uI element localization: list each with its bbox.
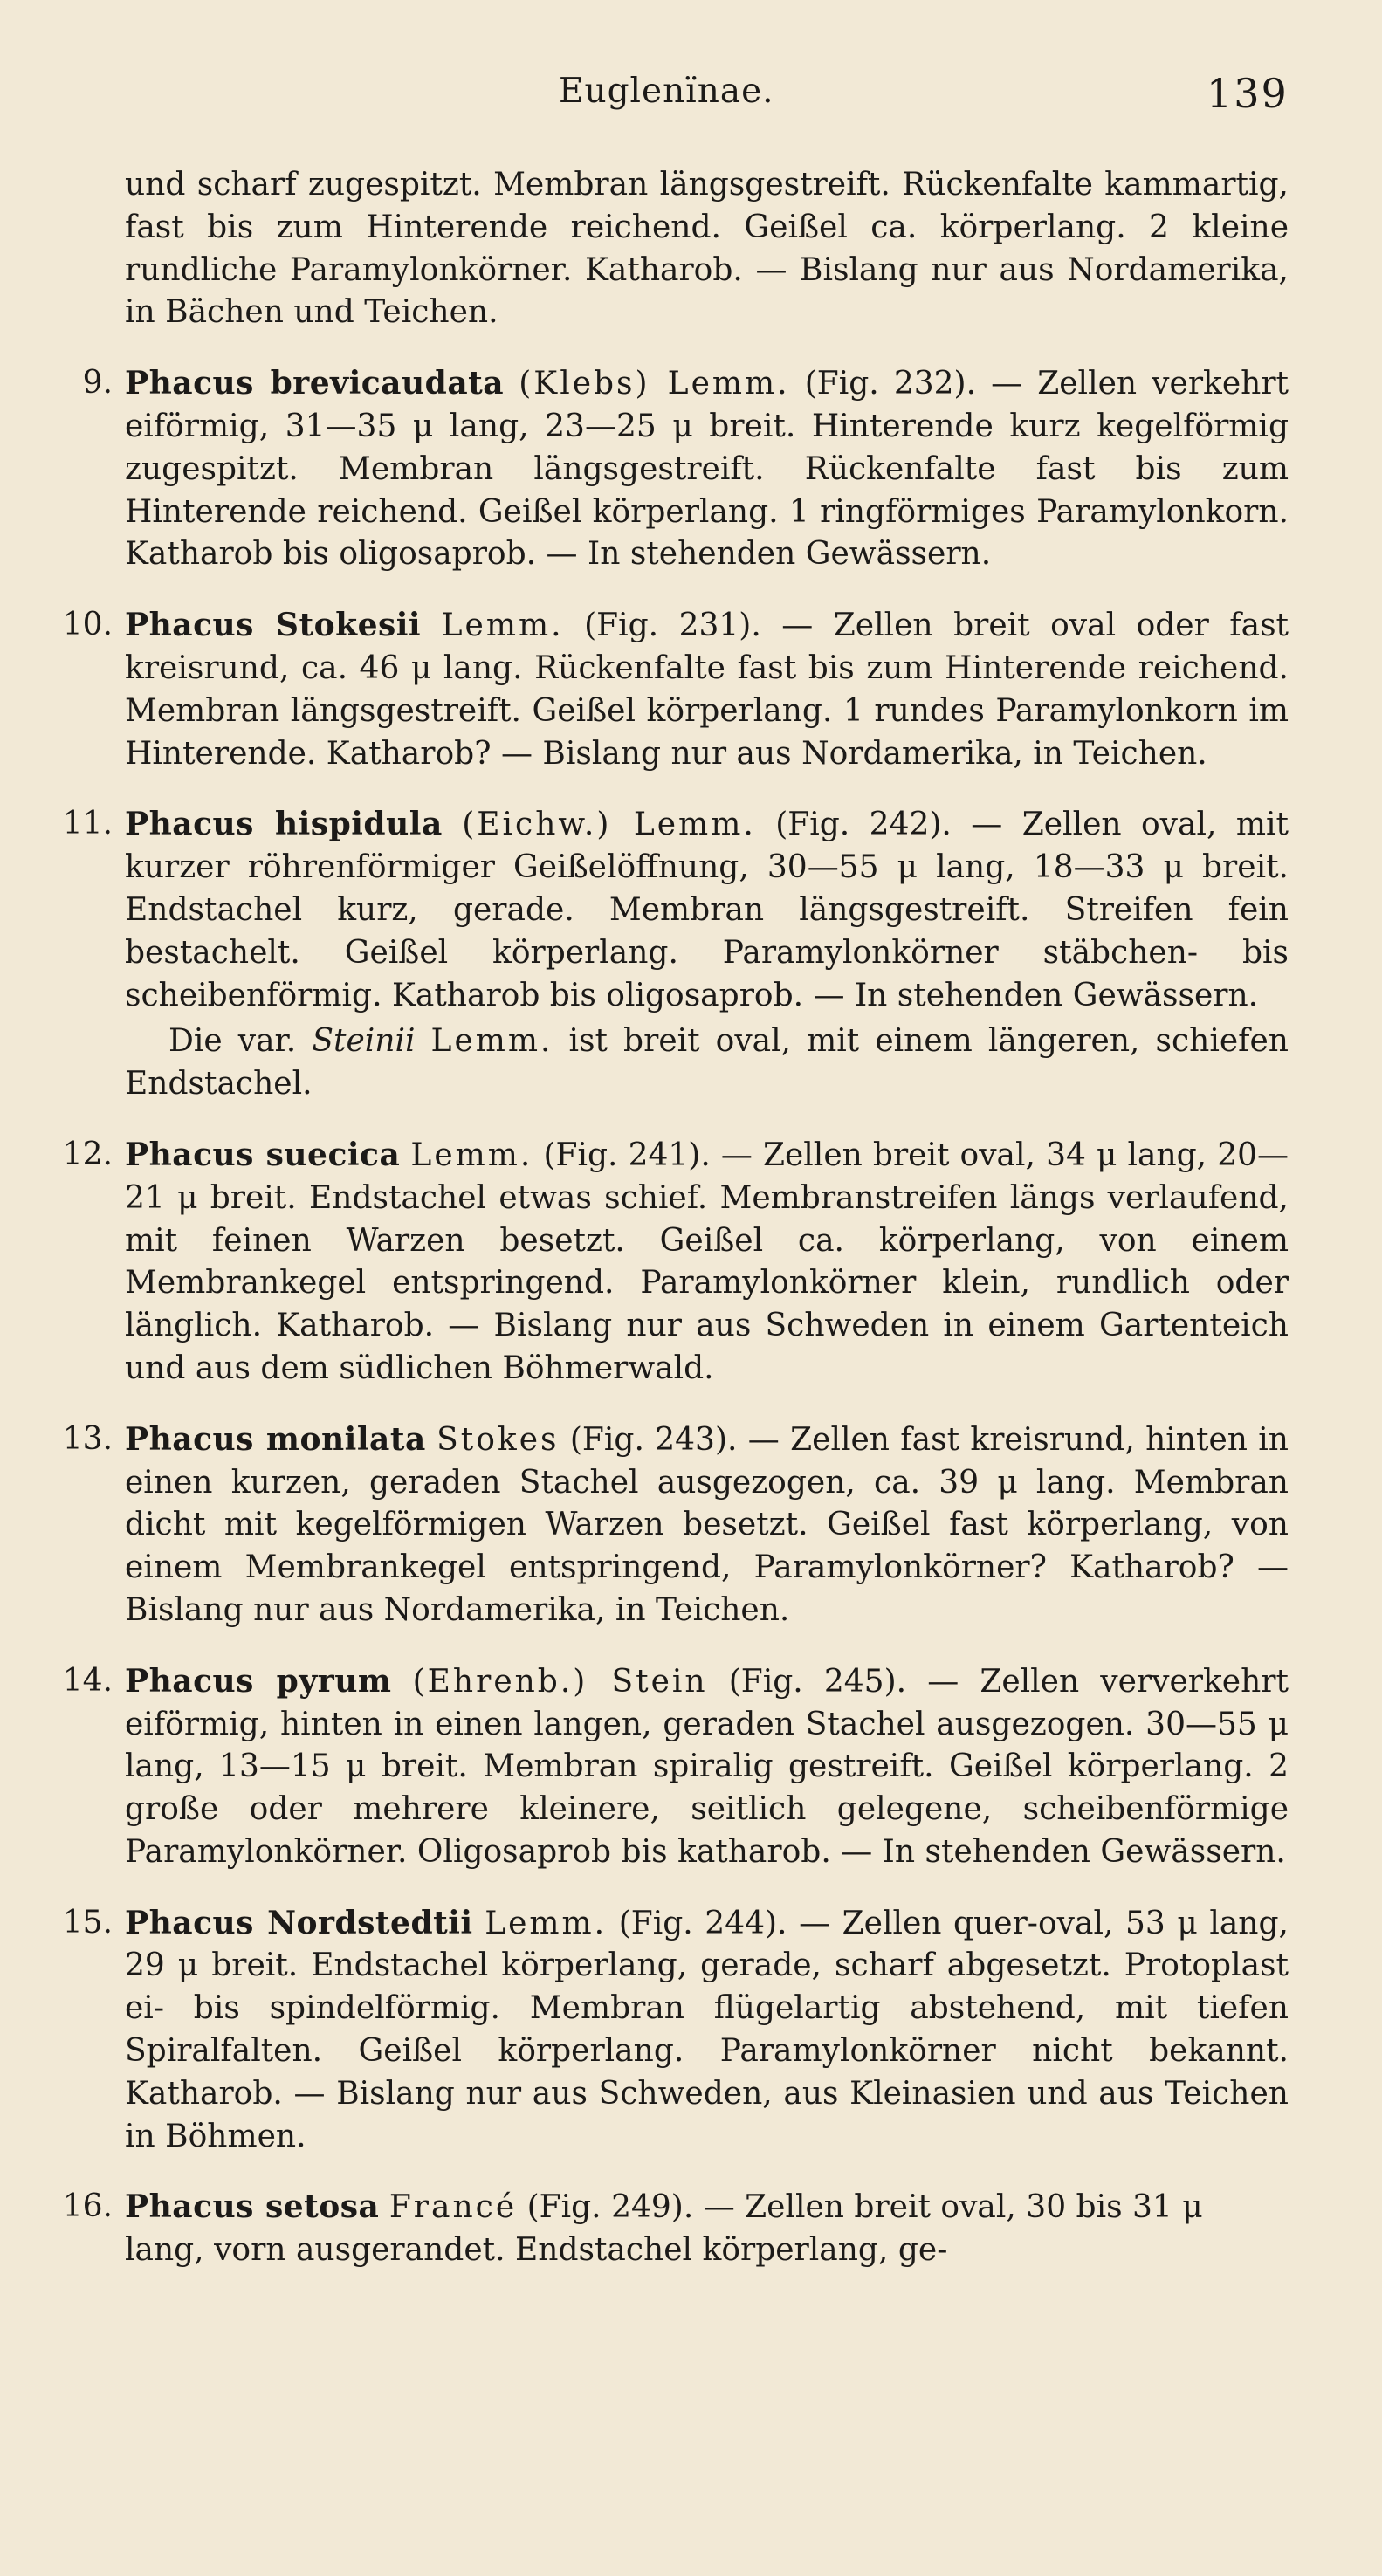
taxon-author: (Ehrenb.) Stein [412, 1663, 708, 1700]
entry-description: (Fig. 249). — Zellen breit oval, 30 bis 31 μ lang, vorn ausgerandet. Endstachel körperlang, ge- [125, 2189, 1203, 2269]
entry-number: 13. [62, 1420, 113, 1457]
taxon-name: Phacus setosa [125, 2188, 380, 2226]
entry-description: (Fig. 244). — Zellen quer-oval, 53 μ lang, 29 μ breit. Endstachel körperlang, gerade, scharf abgesetzt. Protoplast ei- bis spindelförmig. Membran flügelartig abstehend, mit tiefen Spiralfalten. Geißel körperlang. Paramylonkörner nicht bekannt. Katharob. — Bislang nur aus Schweden, aus Kleinasien und aus Teichen in Böhmen. [125, 1905, 1289, 2154]
taxon-author: Lemm. [410, 1137, 533, 1173]
entry-number: 11. [62, 806, 113, 842]
body-text [0, 164, 1382, 2272]
entry-number: 9. [82, 365, 113, 402]
taxon-author: Stokes [437, 1421, 560, 1458]
running-head [0, 72, 1382, 124]
entry-10 [62, 604, 1289, 775]
taxon-name: Phacus monilata [125, 1420, 426, 1458]
entry-9 [82, 362, 1289, 576]
entry-number: 14. [62, 1662, 113, 1699]
variety-prefix: Die var. [168, 1023, 297, 1060]
entry-14 [62, 1660, 1289, 1874]
variety-author: Lemm. [430, 1023, 553, 1060]
entry-description: (Fig. 243). — Zellen fast kreisrund, hinten in einen kurzen, geraden Stachel ausgezogen, ca. 39 μ lang. Membran dicht mit kegelförmigen Warzen besetzt. Geißel fast körperlang, von einem Membrankegel entspringend, Paramylonkörner? Katharob? — Bislang nur aus Nordamerika, in Teichen. [125, 1421, 1289, 1628]
entry-number: 10. [62, 607, 113, 643]
entry-11 [62, 803, 1289, 1017]
entry-description: (Fig. 242). — Zellen oval, mit kurzer röhrenförmiger Geißelöffnung, 30—55 μ lang, 18—33 μ breit. Endstachel kurz, gerade. Membran längsgestreift. Streifen fein bestachelt. Geißel körperlang. Paramylonkörner stäbchen- bis scheibenförmig. Katharob bis oligosaprob. — In stehenden Gewässern. [125, 807, 1289, 1013]
entry-12 [62, 1134, 1289, 1391]
taxon-author: Lemm. [441, 608, 564, 644]
continuation-paragraph: und scharf zugespitzt. Membran längsgestreift. Rückenfalte kammartig, fast bis zum Hinterende reichend. Geißel ca. körperlang. 2 kleine rundliche Paramylonkörner. Katharob. — Bislang nur aus Nordamerika, in Bächen und Teichen. [125, 167, 1289, 331]
entry-number: 15. [62, 1904, 113, 1941]
taxon-name: Phacus Nordstedtii [125, 1904, 473, 1941]
variety-name: Steinii [312, 1023, 416, 1060]
taxon-name: Phacus Stokesii [125, 607, 422, 644]
variety-description: ist breit oval, mit einem längeren, schiefen Endstachel. [125, 1023, 1289, 1103]
taxon-name: Phacus suecica [125, 1136, 401, 1173]
entry-description: (Fig. 245). — Zellen ververkehrt eiförmig, hinten in einen langen, geraden Stachel ausgezogen. 30—55 μ lang, 13—15 μ breit. Membran spiralig gestreift. Geißel körperlang. 2 große oder mehrere kleinere, seitlich gelegene, scheibenförmige Paramylonkörner. Oligosaprob bis katharob. — In stehenden Gewässern. [125, 1663, 1289, 1870]
variety-note [125, 1020, 1289, 1106]
taxon-author: Lemm. [485, 1905, 608, 1941]
entry-number: 16. [62, 2188, 113, 2225]
entry-description: (Fig. 231). — Zellen breit oval oder fast kreisrund, ca. 46 μ lang. Rückenfalte fast bis zum Hinterende reichend. Membran längsgestreift. Geißel körperlang. 1 rundes Paramylonkorn im Hinterende. Katharob? — Bislang nur aus Nordamerika, in Teichen. [125, 608, 1289, 772]
entry-number: 12. [62, 1136, 113, 1172]
entry-description: (Fig. 241). — Zellen breit oval, 34 μ lang, 20—21 μ breit. Endstachel etwas schief. Membranstreifen längs verlaufend, mit feinen Warzen besetzt. Geißel ca. körperlang, von einem Membrankegel entspringend. Paramylonkörner klein, rundlich oder länglich. Katharob. — Bislang nur aus Schweden in einem Gartenteich und aus dem südlichen Böhmerwald. [125, 1137, 1289, 1386]
taxon-name: Phacus brevicaudata [125, 365, 505, 402]
entry-15 [62, 1902, 1289, 2159]
entry-13 [62, 1419, 1289, 1632]
taxon-author: (Eichw.) Lemm. [462, 807, 756, 843]
taxon-name: Phacus hispidula [125, 806, 443, 843]
page-number: 139 [1207, 70, 1289, 117]
taxon-name: Phacus pyrum [125, 1662, 392, 1700]
taxon-author: Francé [388, 2189, 518, 2226]
entry-16 [62, 2186, 1289, 2272]
running-title: Euglenïnae. [559, 72, 774, 111]
entry-description: (Fig. 232). — Zellen verkehrt eiförmig, 31—35 μ lang, 23—25 μ breit. Hinterende kurz kegelförmig zugespitzt. Membran längsgestreift. Rückenfalte fast bis zum Hinterende reichend. Geißel körperlang. 1 ringförmiges Paramylonkorn. Katharob bis oligosaprob. — In stehenden Gewässern. [125, 366, 1289, 573]
taxon-author: (Klebs) Lemm. [519, 366, 790, 402]
